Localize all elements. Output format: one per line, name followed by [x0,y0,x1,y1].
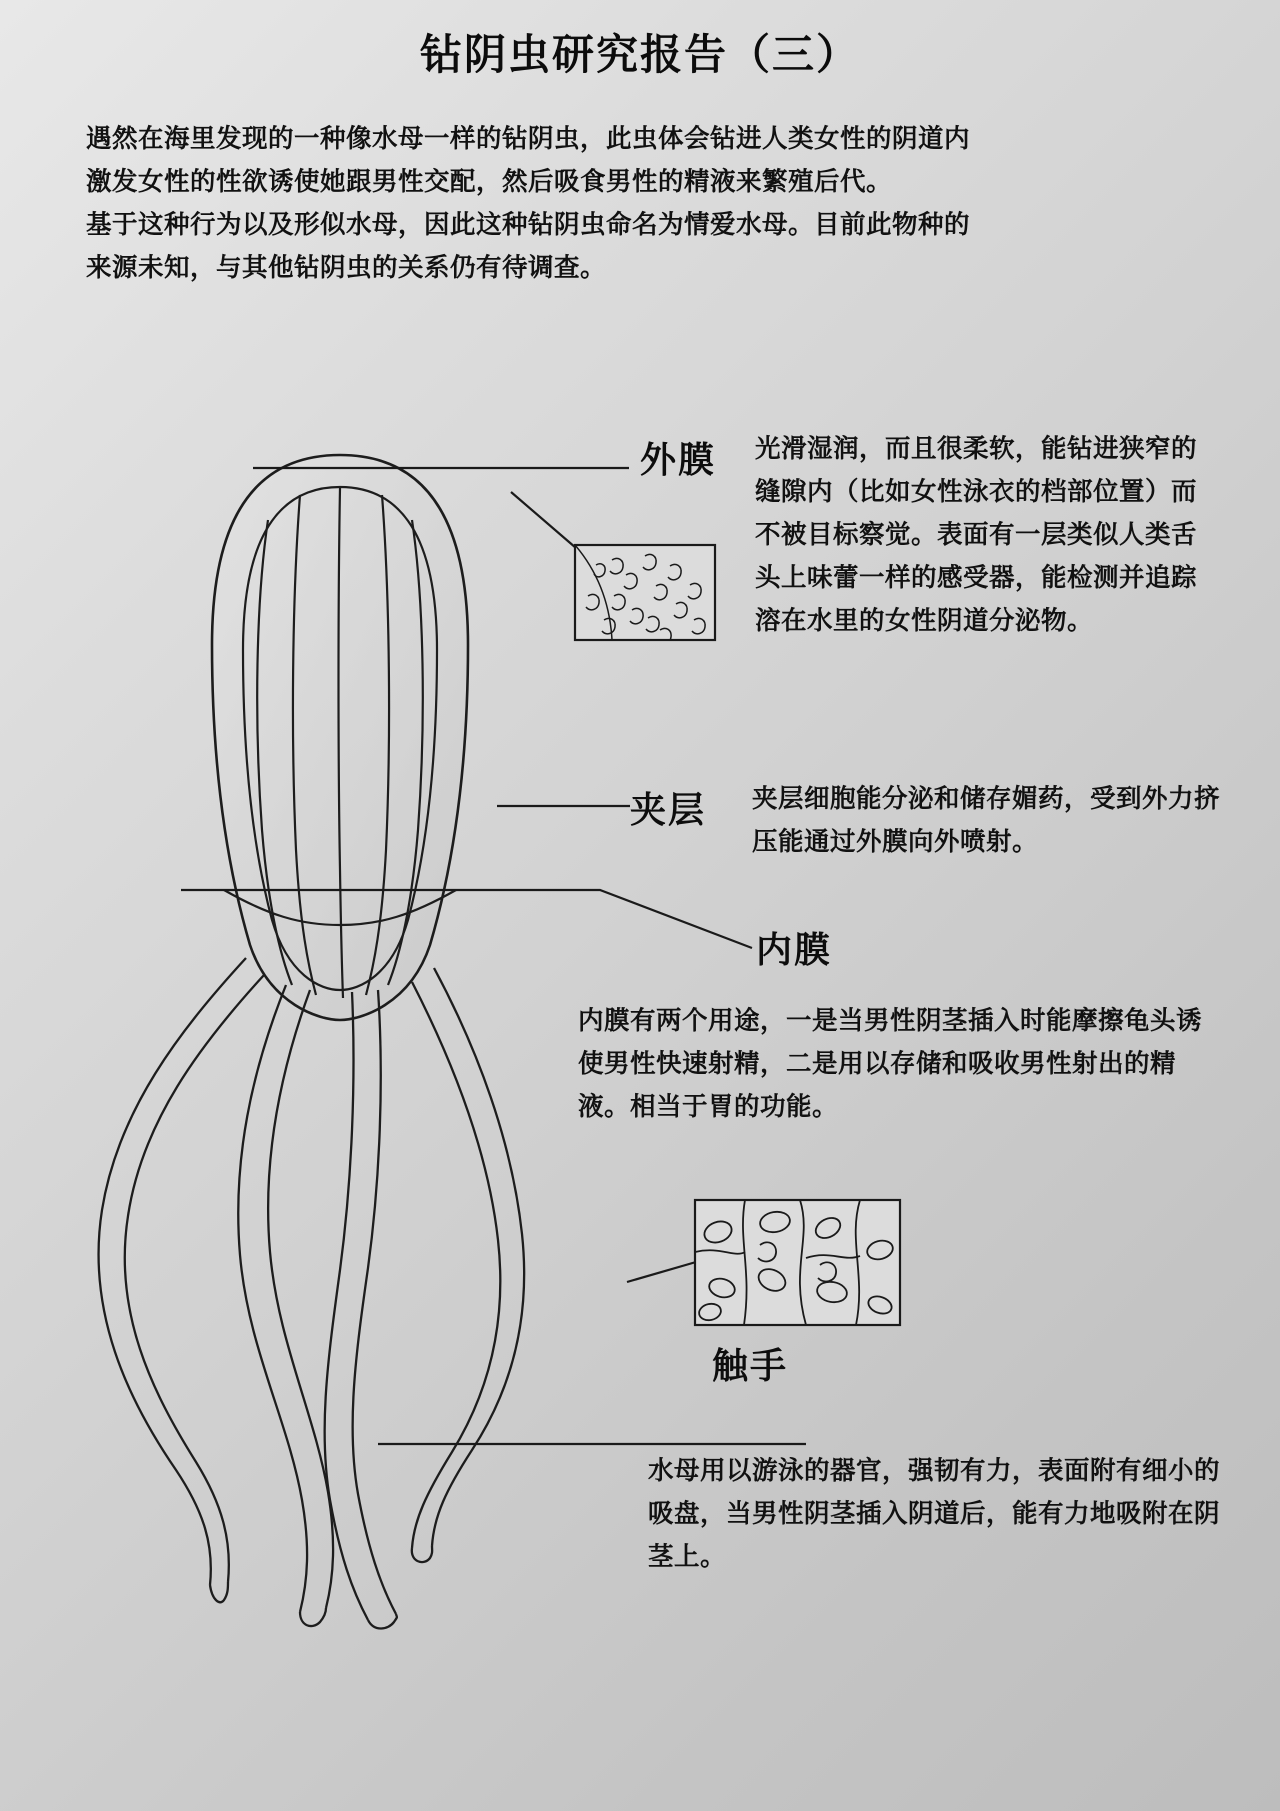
intro-line: 激发女性的性欲诱使她跟男性交配，然后吸食男性的精液来繁殖后代。 [86,167,893,197]
text-inner-membrane: 内膜有两个用途，一是当男性阴茎插入时能摩擦龟头诱使男性快速射精，二是用以存储和吸收男性射出的精液。相当于胃的功能。 [578,1006,1203,1122]
text-outer-membrane: 光滑湿润，而且很柔软，能钻进狭窄的缝隙内（比如女性泳衣的档部位置）而不被目标察觉。表面有一层类似人类舌头上味蕾一样的感受器，能检测并追踪溶在水里的女性阴道分泌物。 [755,434,1198,636]
tentacles-shape [99,958,525,1629]
leader-lines [181,468,806,1444]
bell-rim [224,890,456,925]
intro-line: 遇然在海里发现的一种像水母一样的钻阴虫，此虫体会钻进人类女性的阴道内 [86,124,971,154]
outer-membrane-surface-inset [575,545,715,644]
intro-paragraph [86,118,1196,290]
text-middle-layer: 夹层细胞能分泌和储存媚药，受到外力挤压能通过外膜向外喷射。 [752,784,1221,857]
text-tentacles: 水母用以游泳的器官，强韧有力，表面附有细小的吸盘，当男性阴茎插入阴道后，能有力地吸附在阴茎上。 [648,1456,1221,1572]
inner-membrane-shape [243,487,437,998]
label-inner-membrane: 内膜 [756,930,833,971]
inner-membrane-cells-inset [695,1200,900,1325]
intro-line: 基于这种行为以及形似水母，因此这种钻阴虫命名为情爱水母。目前此物种的 [86,210,971,240]
intro-line: 来源未知，与其他钻阴虫的关系仍有待调查。 [86,253,607,283]
label-tentacles: 触手 [712,1346,789,1387]
page-title: 钻阴虫研究报告（三） [419,30,860,79]
label-middle-layer: 夹层 [630,790,707,831]
label-outer-membrane: 外膜 [640,440,717,481]
outer-membrane-shape [212,455,468,1020]
